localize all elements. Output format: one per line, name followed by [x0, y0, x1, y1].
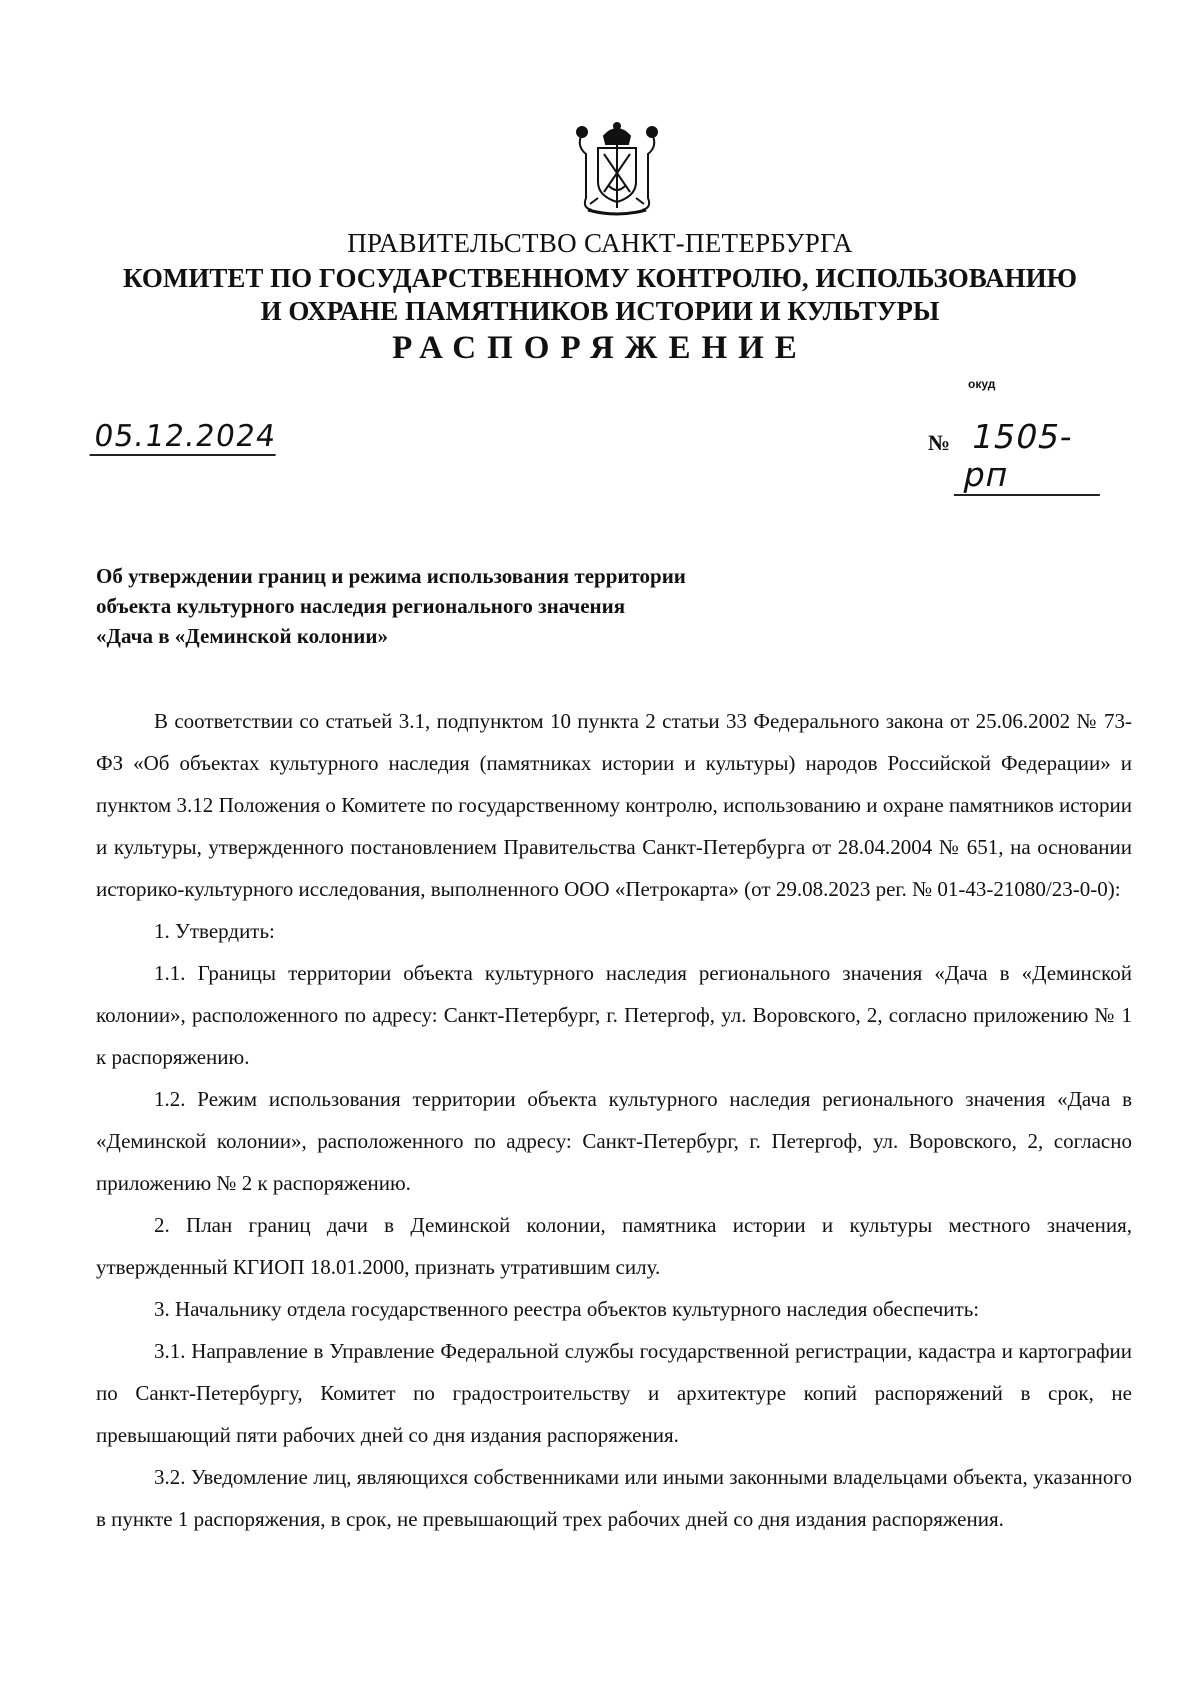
government-name: ПРАВИТЕЛЬСТВО САНКТ-ПЕТЕРБУРГА [347, 228, 853, 258]
paragraph-3: 3. Начальнику отдела государственного реестра объектов культурного наследия обеспечить: [154, 1297, 980, 1321]
okud-label: окуд [968, 377, 996, 391]
number-value: 1505-рп [954, 418, 1117, 496]
paragraph-1-2: 1.2. Режим использования территории объекта культурного наследия регионального значения «Дача в «Деминской колонии», расположенного по адресу: Санкт-Петербург, г. Петергоф, ул. Воровского, 2, согласно приложению № 2 к распоряжению. [96, 1087, 1132, 1195]
coat-of-arms-emblem [568, 118, 666, 218]
document-date: 05.12.2024 [89, 420, 280, 456]
subject-line2: объекта культурного наследия регионального значения [96, 594, 626, 618]
paragraph-3-1: 3.1. Направление в Управление Федеральной службы государственной регистрации, кадастра и картографии по Санкт-Петербургу, Комитет по градостроительству и архитектуре копий распоряжений в срок, не превышающий пяти рабочих дней со дня издания распоряжения. [96, 1339, 1132, 1447]
paragraph-2: 2. План границ дачи в Деминской колонии, памятника истории и культуры местного значения, утвержденный КГИОП 18.01.2000, признать утратившим силу. [96, 1213, 1132, 1279]
committee-name-line2: И ОХРАНЕ ПАМЯТНИКОВ ИСТОРИИ И КУЛЬТУРЫ [260, 296, 940, 326]
paragraph-preamble: В соответствии со статьей 3.1, подпунктом 10 пункта 2 статьи 33 Федерального закона от 25.06.2002 № 73-ФЗ «Об объектах культурного наследия (памятниках истории и культуры) народов Российской Федерации» и пунктом 3.12 Положения о Комитете по государственному контролю, использованию и охране памятников истории и культуры, утвержденного постановлением Правительства Санкт-Петербурга от 28.04.2004 № 651, на основании историко-культурного исследования, выполненного ООО «Петрокарта» (от 29.08.2023 рег. № 01-43-21080/23-0-0): [96, 709, 1132, 901]
number-sign: № [928, 430, 951, 455]
document-type-title: РАСПОРЯЖЕНИЕ [392, 330, 808, 366]
document-body [96, 700, 1132, 1540]
subject-line3: «Дача в «Деминской колонии» [96, 624, 388, 648]
paragraph-1: 1. Утвердить: [154, 919, 275, 943]
subject-line1: Об утверждении границ и режима использования территории [96, 564, 686, 588]
committee-name [0, 262, 1200, 328]
committee-name-line1: КОМИТЕТ ПО ГОСУДАРСТВЕННОМУ КОНТРОЛЮ, ИСПОЛЬЗОВАНИЮ [123, 263, 1077, 293]
paragraph-1-1: 1.1. Границы территории объекта культурного наследия регионального значения «Дача в «Деминской колонии», расположенного по адресу: Санкт-Петербург, г. Петергоф, ул. Воровского, 2, согласно приложению № 1 к распоряжению. [96, 961, 1132, 1069]
document-subject [96, 561, 856, 651]
paragraph-3-2: 3.2. Уведомление лиц, являющихся собственниками или иными законными владельцами объекта, указанного в пункте 1 распоряжения, в срок, не превышающий трех рабочих дней со дня издания распоряжения. [96, 1465, 1132, 1531]
